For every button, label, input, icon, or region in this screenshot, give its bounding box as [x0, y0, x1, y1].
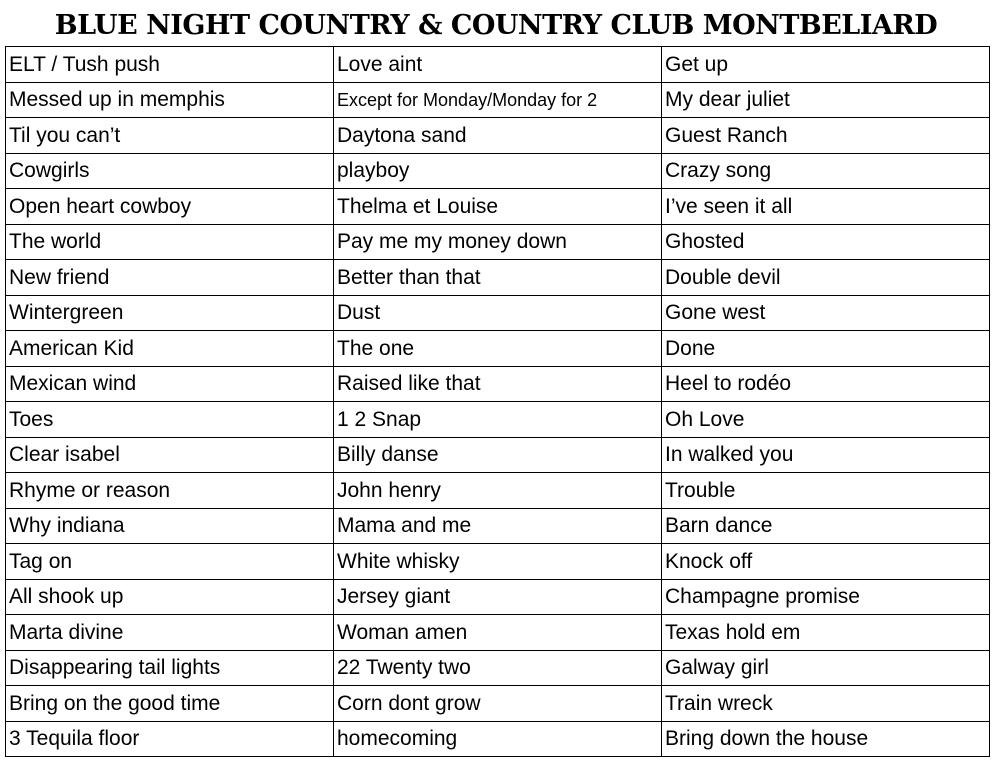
- table-row: [6, 153, 990, 189]
- song-cell: White whisky: [334, 544, 662, 580]
- song-table: [5, 46, 990, 757]
- song-cell: Knock off: [662, 544, 990, 580]
- song-cell: Mama and me: [334, 508, 662, 544]
- song-cell: 3 Tequila floor: [6, 721, 334, 757]
- song-cell: The one: [334, 331, 662, 367]
- table-row: [6, 473, 990, 509]
- song-cell: Bring on the good time: [6, 686, 334, 722]
- song-cell: I’ve seen it all: [662, 189, 990, 225]
- song-cell: Crazy song: [662, 153, 990, 189]
- song-cell: Messed up in memphis: [6, 82, 334, 118]
- song-cell: In walked you: [662, 437, 990, 473]
- table-row: [6, 224, 990, 260]
- song-cell: Dust: [334, 295, 662, 331]
- song-cell: Better than that: [334, 260, 662, 296]
- song-cell: Get up: [662, 47, 990, 83]
- table-row: [6, 189, 990, 225]
- song-cell: All shook up: [6, 579, 334, 615]
- song-cell: Except for Monday/Monday for 2: [334, 82, 662, 118]
- song-cell: Trouble: [662, 473, 990, 509]
- song-cell: Guest Ranch: [662, 118, 990, 154]
- song-cell: Texas hold em: [662, 615, 990, 651]
- song-cell: Galway girl: [662, 650, 990, 686]
- song-cell: Love aint: [334, 47, 662, 83]
- song-cell: Why indiana: [6, 508, 334, 544]
- song-cell: Clear isabel: [6, 437, 334, 473]
- song-cell: Toes: [6, 402, 334, 438]
- song-cell: Marta divine: [6, 615, 334, 651]
- table-row: [6, 650, 990, 686]
- song-cell: Corn dont grow: [334, 686, 662, 722]
- table-row: [6, 331, 990, 367]
- table-row: [6, 47, 990, 83]
- song-cell: Oh Love: [662, 402, 990, 438]
- table-row: [6, 82, 990, 118]
- song-cell: Thelma et Louise: [334, 189, 662, 225]
- song-cell: Cowgirls: [6, 153, 334, 189]
- song-cell: Raised like that: [334, 366, 662, 402]
- song-cell: American Kid: [6, 331, 334, 367]
- table-row: [6, 615, 990, 651]
- song-cell: homecoming: [334, 721, 662, 757]
- song-cell: The world: [6, 224, 334, 260]
- song-cell: Woman amen: [334, 615, 662, 651]
- song-cell: 22 Twenty two: [334, 650, 662, 686]
- table-row: [6, 437, 990, 473]
- song-cell: Ghosted: [662, 224, 990, 260]
- table-row: [6, 402, 990, 438]
- song-cell: Jersey giant: [334, 579, 662, 615]
- song-cell: John henry: [334, 473, 662, 509]
- page-title: BLUE NIGHT COUNTRY & COUNTRY CLUB MONTBELIARD: [54, 10, 938, 41]
- song-cell: Gone west: [662, 295, 990, 331]
- song-cell: My dear juliet: [662, 82, 990, 118]
- song-cell: 1 2 Snap: [334, 402, 662, 438]
- song-cell: Double devil: [662, 260, 990, 296]
- song-cell: Disappearing tail lights: [6, 650, 334, 686]
- song-cell: Bring down the house: [662, 721, 990, 757]
- table-row: [6, 579, 990, 615]
- song-cell: Mexican wind: [6, 366, 334, 402]
- table-row: [6, 366, 990, 402]
- table-row: [6, 118, 990, 154]
- song-cell: Rhyme or reason: [6, 473, 334, 509]
- song-cell: Til you can’t: [6, 118, 334, 154]
- table-row: [6, 295, 990, 331]
- table-row: [6, 508, 990, 544]
- song-cell: Barn dance: [662, 508, 990, 544]
- song-cell: Tag on: [6, 544, 334, 580]
- song-cell: Heel to rodéo: [662, 366, 990, 402]
- song-cell: Daytona sand: [334, 118, 662, 154]
- table-row: [6, 721, 990, 757]
- song-cell: New friend: [6, 260, 334, 296]
- song-cell: Open heart cowboy: [6, 189, 334, 225]
- table-row: [6, 686, 990, 722]
- song-cell: Billy danse: [334, 437, 662, 473]
- song-cell: Champagne promise: [662, 579, 990, 615]
- table-row: [6, 544, 990, 580]
- song-table-body: [6, 47, 990, 757]
- song-cell: ELT / Tush push: [6, 47, 334, 83]
- song-cell: Done: [662, 331, 990, 367]
- table-row: [6, 260, 990, 296]
- song-cell: Train wreck: [662, 686, 990, 722]
- song-cell: Wintergreen: [6, 295, 334, 331]
- song-cell: playboy: [334, 153, 662, 189]
- song-cell: Pay me my money down: [334, 224, 662, 260]
